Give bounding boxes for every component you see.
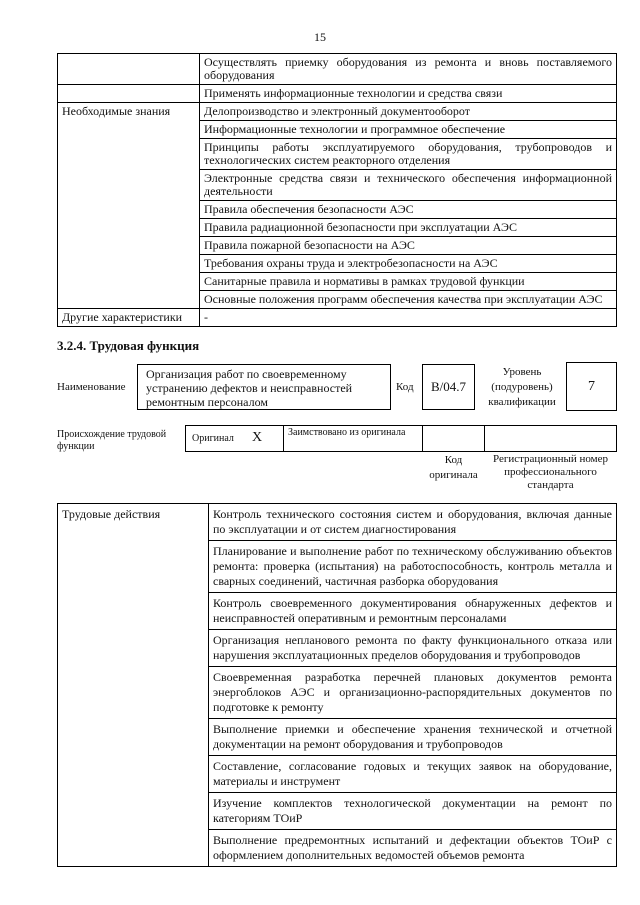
knowledge-item: Санитарные правила и нормативы в рамках трудовой функции xyxy=(200,273,617,291)
original-code-cell xyxy=(422,425,485,452)
other-characteristics-value: - xyxy=(200,309,617,327)
knowledge-item: Электронные средства связи и технического обеспечения информационной деятельности xyxy=(200,170,617,201)
knowledge-item: Правила обеспечения безопасности АЭС xyxy=(200,201,617,219)
borrowed-label: Заимствовано из оригинала xyxy=(288,427,406,438)
labor-action-item: Организация непланового ремонта по факту функционального отказа или нарушения эксплуатационных пределов оборудования и трубопроводов xyxy=(209,630,617,667)
labor-action-item: Выполнение приемки и обеспечение хранения технической и отчетной документации на ремонт оборудования и трубопроводов xyxy=(209,719,617,756)
level-label: Уровень (подуровень) квалификации xyxy=(488,366,556,408)
table-row xyxy=(58,309,617,327)
ability-item: Осуществлять приемку оборудования из ремонта и вновь поставляемого оборудования xyxy=(200,54,617,85)
original-cell xyxy=(185,425,284,452)
original-label: Оригинал xyxy=(192,433,234,444)
knowledge-item: Информационные технологии и программное обеспечение xyxy=(200,121,617,139)
origin-label: Происхождение трудовой функции xyxy=(57,429,167,452)
labor-action-item: Своевременная разработка перечней плановых документов ремонта энергоблоков АЭС и организационно-распорядительных документов по подготовке к ремонту xyxy=(209,667,617,719)
code-label: Код xyxy=(396,381,414,393)
borrowed-cell xyxy=(283,425,423,452)
labor-action-item: Изучение комплектов технологической документации на ремонт по категориям ТОиР xyxy=(209,793,617,830)
function-name: Организация работ по своевременному устранению дефектов и неисправностей ремонтным персоналом xyxy=(146,367,353,409)
empty-label-cell xyxy=(58,54,200,85)
labor-actions-label: Трудовые действия xyxy=(58,504,209,867)
requirements-table xyxy=(57,53,617,327)
knowledge-item: Правила радиационной безопасности при эксплуатации АЭС xyxy=(200,219,617,237)
function-name-box xyxy=(137,364,391,410)
knowledge-item: Делопроизводство и электронный документооборот xyxy=(200,103,617,121)
knowledge-item: Основные положения программ обеспечения качества при эксплуатации АЭС xyxy=(200,291,617,309)
original-mark: X xyxy=(252,430,263,445)
original-code-caption: Код оригинала xyxy=(429,454,478,481)
knowledge-item: Требования охраны труда и электробезопасности на АЭС xyxy=(200,255,617,273)
level-box xyxy=(566,362,617,411)
reg-number-cell xyxy=(484,425,617,452)
table-row xyxy=(58,85,617,103)
knowledge-item: Принципы работы эксплуатируемого оборудования, трубопроводов и технологических систем реакторного отделения xyxy=(200,139,617,170)
code-box xyxy=(422,364,475,410)
other-characteristics-label: Другие характеристики xyxy=(58,309,200,327)
knowledge-label: Необходимые знания xyxy=(58,103,200,309)
labor-action-item: Выполнение предремонтных испытаний и дефектации объектов ТОиР с оформлением дополнительных ведомостей объемов ремонта xyxy=(209,830,617,867)
table-row xyxy=(58,504,617,541)
labor-actions-table xyxy=(57,503,617,867)
level-value: 7 xyxy=(588,379,595,394)
labor-action-item: Контроль технического состояния систем и оборудования, включая данные по эксплуатации и от систем диагностирования xyxy=(209,504,617,541)
empty-label-cell xyxy=(58,85,200,103)
name-label: Наименование xyxy=(57,381,126,393)
ability-item: Применять информационные технологии и средства связи xyxy=(200,85,617,103)
page-number: 15 xyxy=(314,30,326,44)
reg-number-caption: Регистрационный номер профессионального стандарта xyxy=(492,453,609,491)
section-heading: 3.2.4. Трудовая функция xyxy=(57,338,200,353)
table-row xyxy=(58,103,617,121)
table-row xyxy=(58,54,617,85)
labor-action-item: Контроль своевременного документирования обнаруженных дефектов и неисправностей оперативным и ремонтным персоналами xyxy=(209,593,617,630)
code-value: B/04.7 xyxy=(430,379,467,394)
labor-action-item: Планирование и выполнение работ по техническому обслуживанию объектов ремонта: проверка (испытания) на работоспособность, контроль металла и сварных соединений, частичная разборка оборудования xyxy=(209,541,617,593)
knowledge-item: Правила пожарной безопасности на АЭС xyxy=(200,237,617,255)
labor-action-item: Составление, согласование годовых и текущих заявок на оборудование, материалы и инструмент xyxy=(209,756,617,793)
